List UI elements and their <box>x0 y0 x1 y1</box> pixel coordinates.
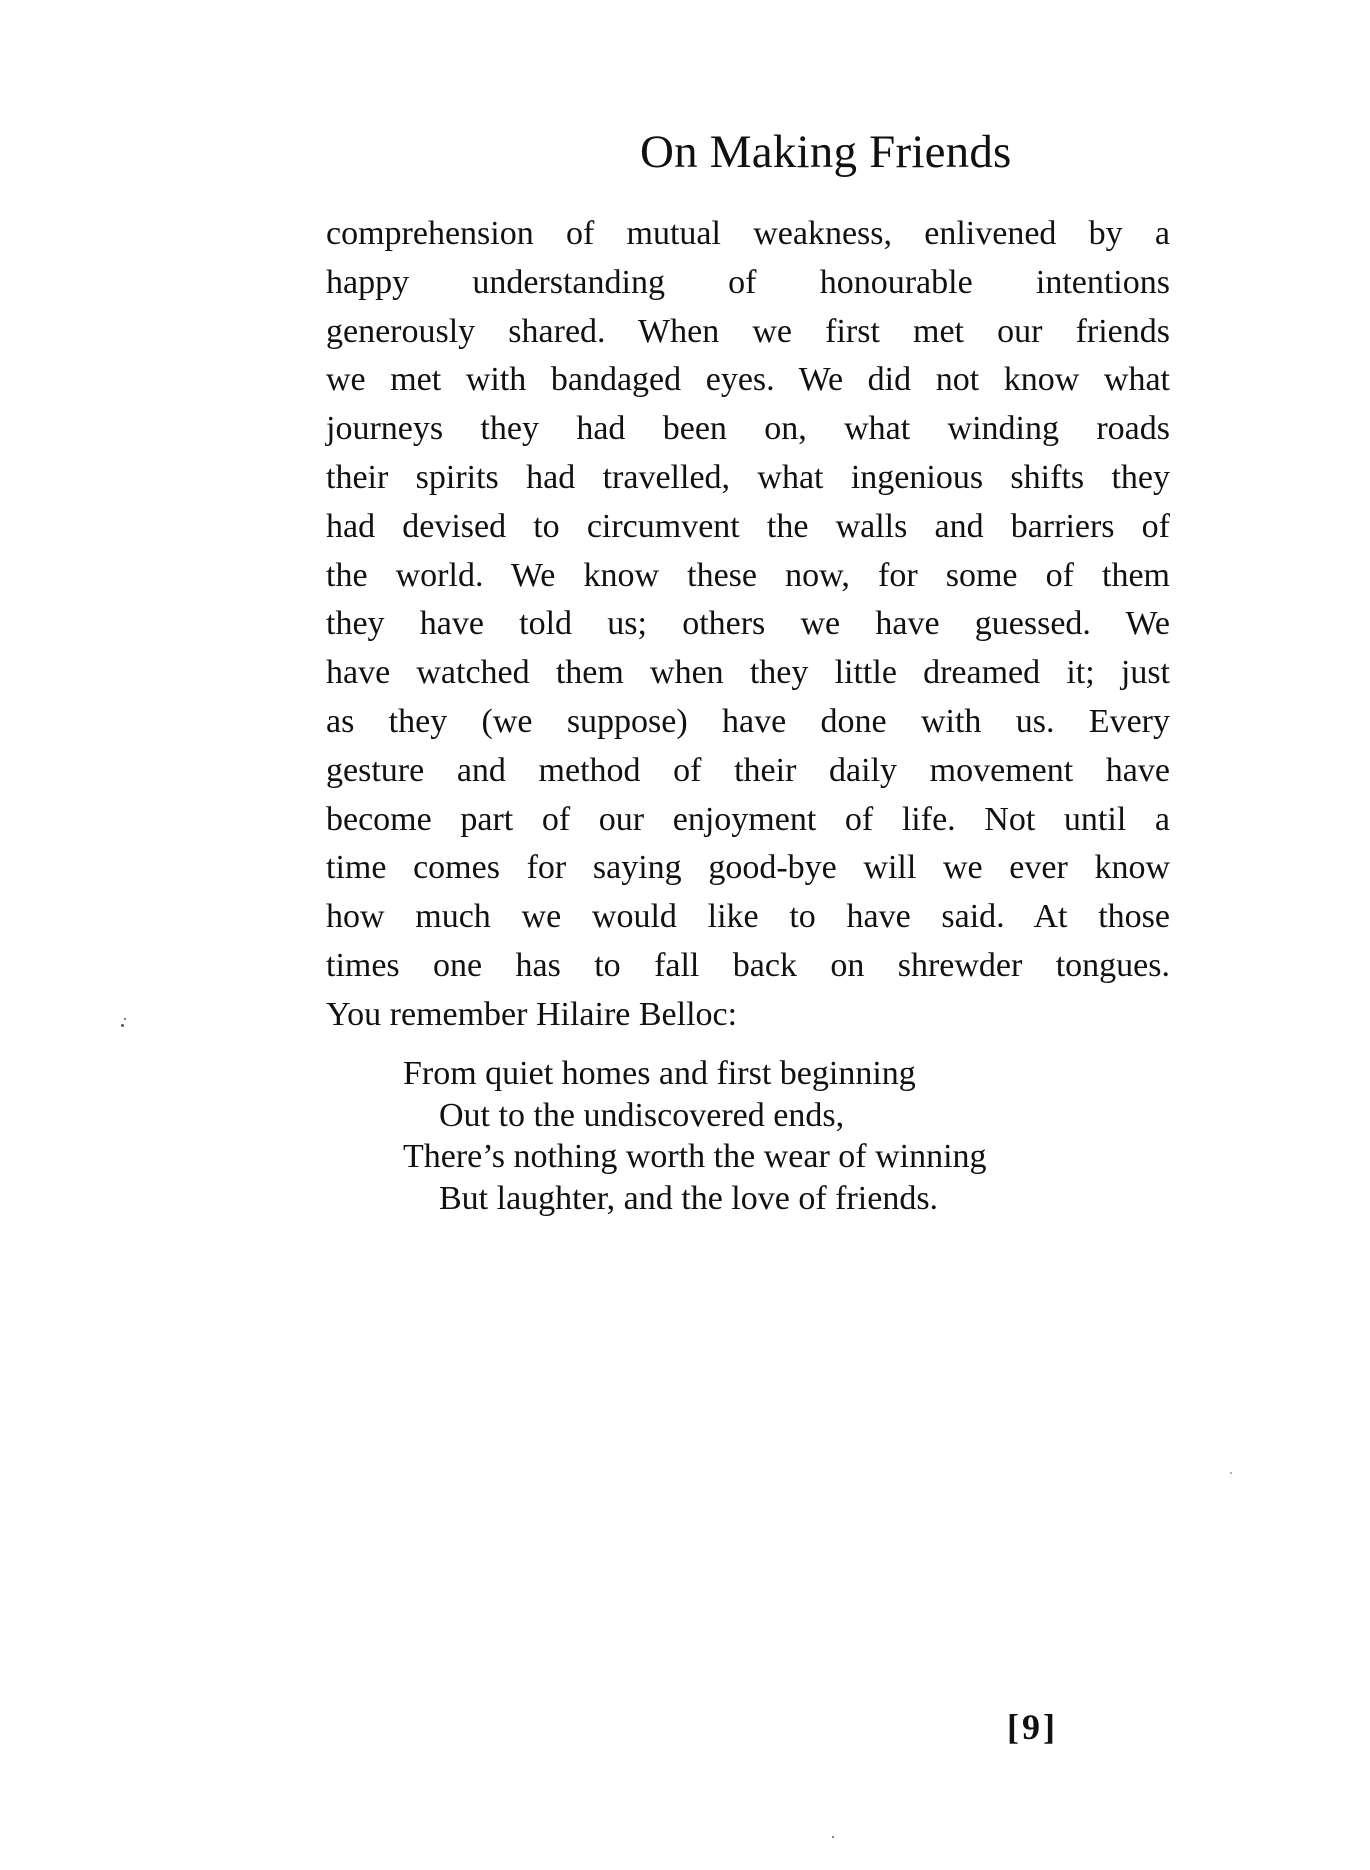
text-line: how much we would like to have said. At those <box>326 898 1170 936</box>
poem-line: There’s nothing worth the wear of winning <box>403 1138 987 1175</box>
text-line: comprehension of mutual weakness, enlivened by a <box>326 215 1170 252</box>
text-line: You remember Hilaire Belloc: <box>326 995 738 1033</box>
text-line: happy understanding of honourable intentions <box>326 263 1170 301</box>
text-line: times one has to fall back on shrewder tongues. <box>326 946 1170 984</box>
text-line: their spirits had travelled, what ingenious shifts they <box>326 458 1170 496</box>
poem-line: From quiet homes and first beginning <box>403 1055 916 1092</box>
text-line: time comes for saying good-bye will we ever know <box>326 849 1170 887</box>
scan-speck <box>124 1018 126 1020</box>
poem-line: But laughter, and the love of friends. <box>439 1179 939 1217</box>
text-line: gesture and method of their daily movement have <box>326 751 1170 789</box>
poem-quote <box>403 1053 987 1219</box>
poem-line: Out to the undiscovered ends, <box>439 1096 845 1134</box>
text-line: we met with bandaged eyes. We did not know what <box>326 361 1170 399</box>
text-line: journeys they had been on, what winding roads <box>326 410 1170 448</box>
text-line: have watched them when they little dreamed it; just <box>326 654 1170 692</box>
scan-speck <box>1230 1472 1232 1474</box>
scan-speck <box>121 1024 124 1027</box>
scan-speck <box>832 1836 834 1838</box>
body-paragraph <box>326 210 1170 1040</box>
text-line: the world. We know these now, for some of them <box>326 556 1170 594</box>
text-line: had devised to circumvent the walls and barriers of <box>326 507 1170 545</box>
text-line: they have told us; others we have guessed. We <box>326 605 1170 643</box>
text-line: as they (we suppose) have done with us. Every <box>326 702 1170 740</box>
text-line: become part of our enjoyment of life. Not until a <box>326 800 1170 838</box>
text-line: generously shared. When we first met our friends <box>326 312 1170 350</box>
page-number: [9] <box>1007 1707 1058 1747</box>
page-title: On Making Friends <box>640 126 1012 178</box>
